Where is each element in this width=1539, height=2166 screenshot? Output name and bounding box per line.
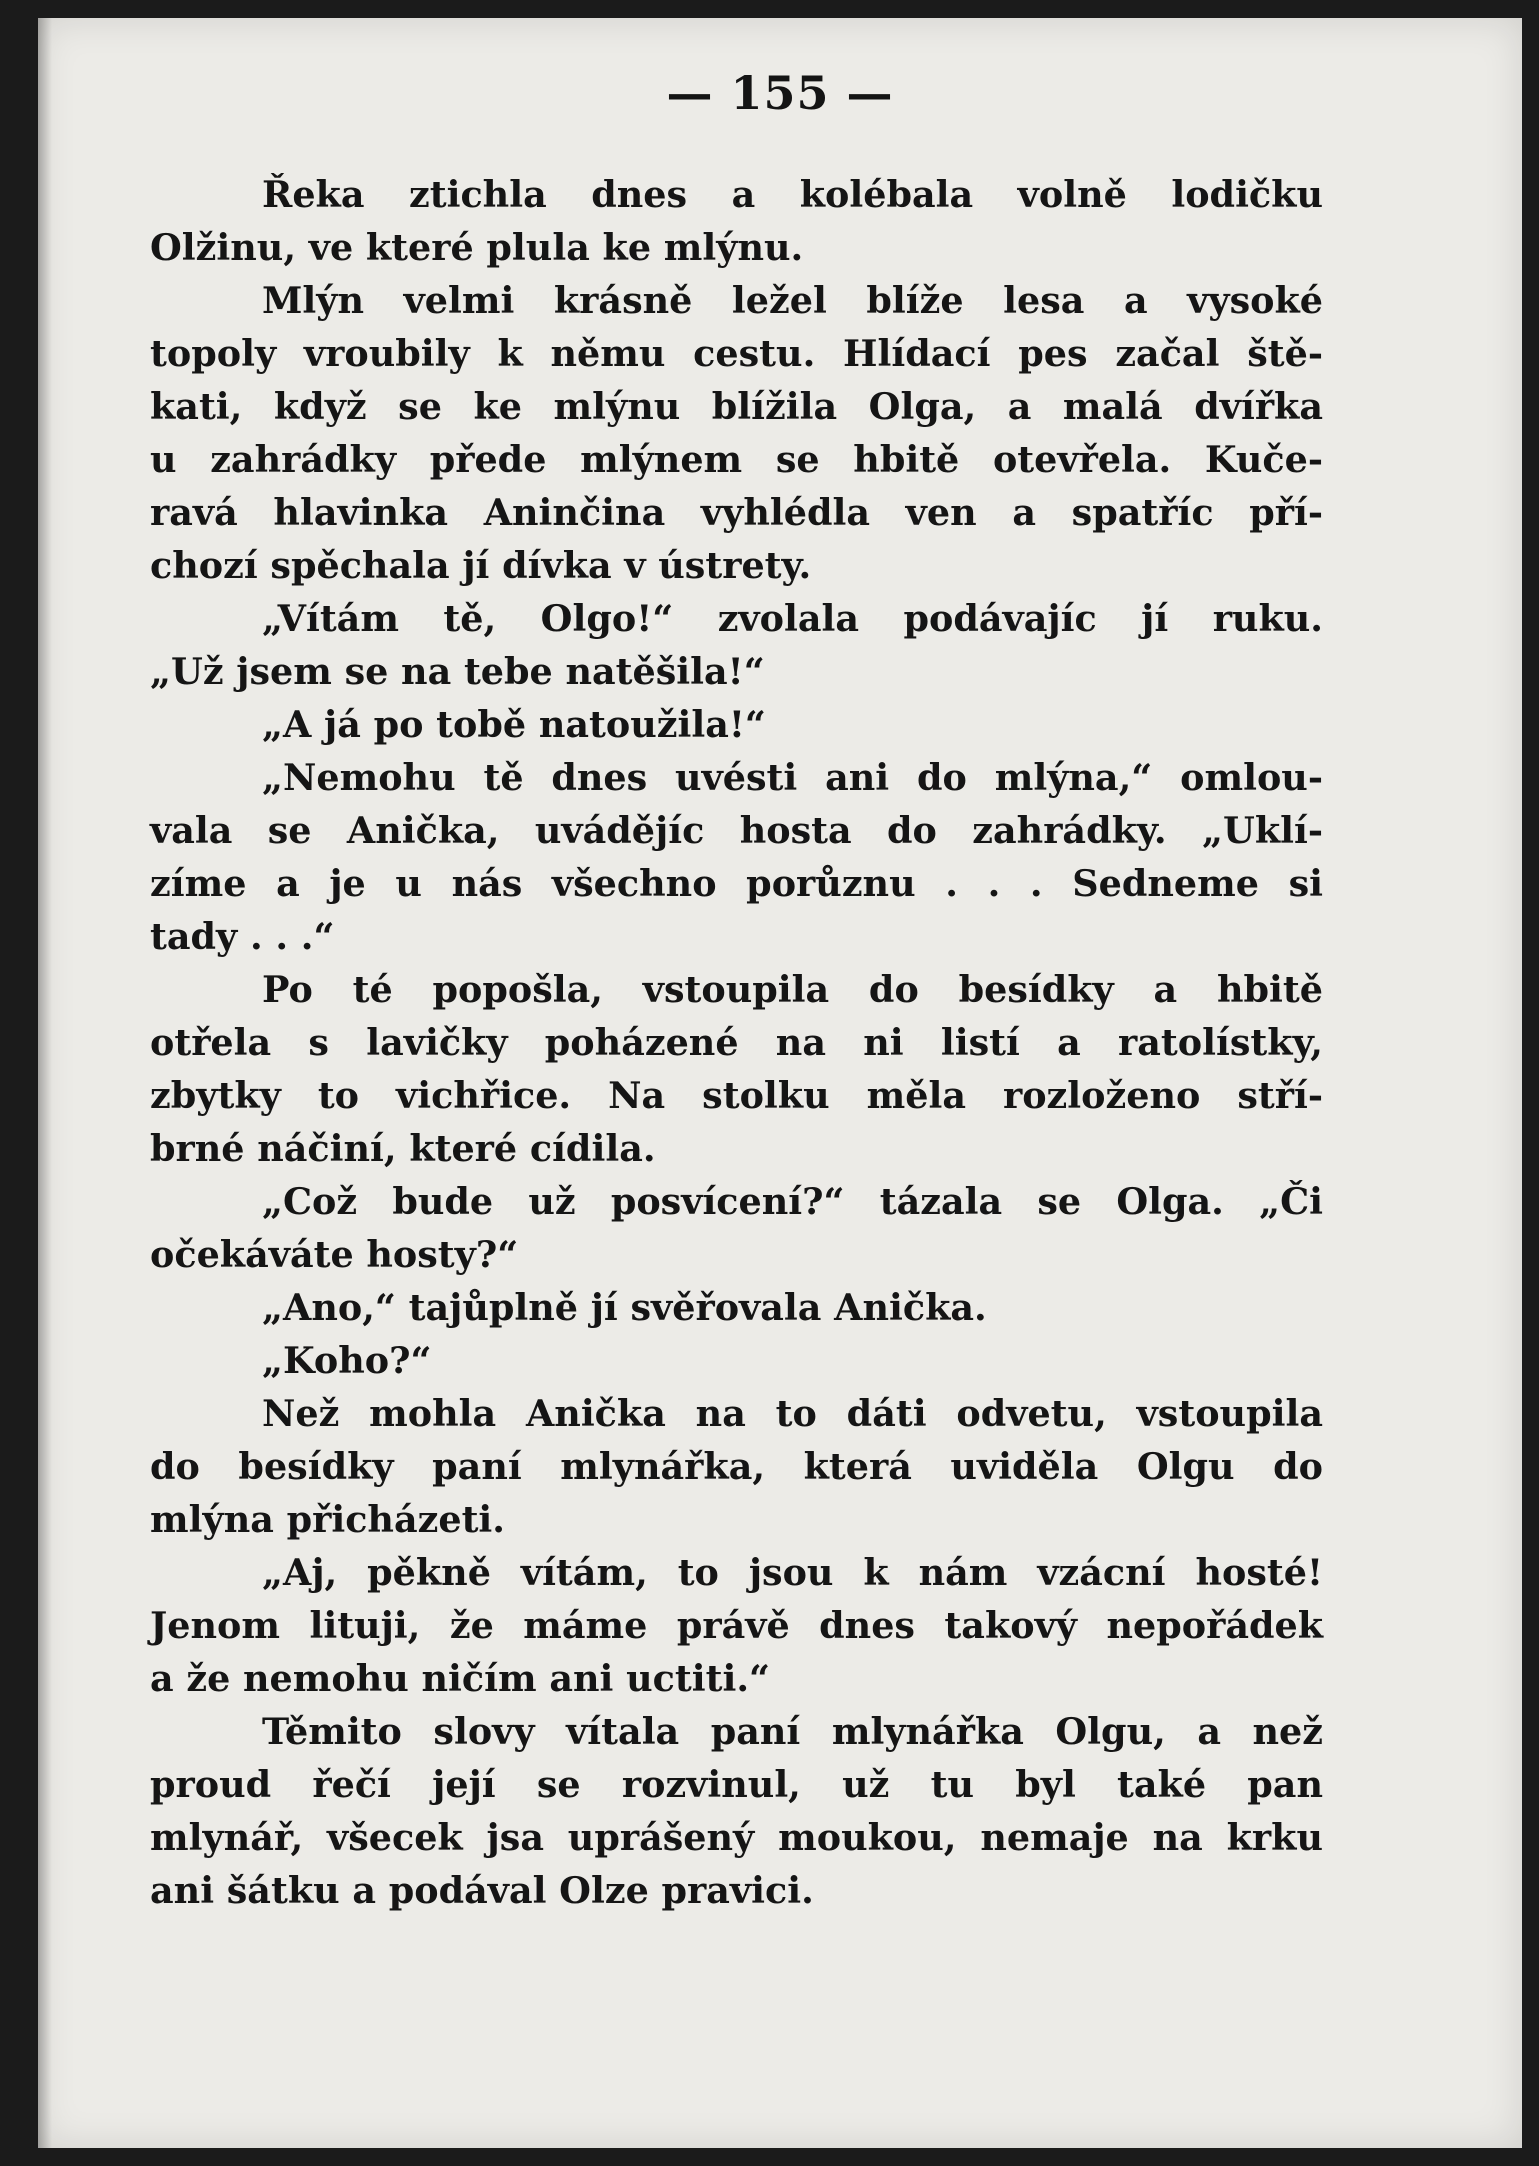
text-line: „Vítám tě, Olgo!“ zvolala podávajíc jí ruku. — [262, 597, 1323, 640]
text-line: do besídky paní mlynářka, která uviděla Olgu do — [150, 1445, 1323, 1488]
text-line: brné náčiní, které cídila. — [150, 1127, 656, 1170]
text-line: „A já po tobě natoužila!“ — [262, 703, 766, 746]
text-line: „Už jsem se na tebe natěšila!“ — [150, 650, 765, 693]
page-edge-shadow — [38, 18, 52, 2148]
text-line: Těmito slovy vítala paní mlynářka Olgu, a než — [262, 1710, 1323, 1753]
text-line: a že nemohu ničím ani uctiti.“ — [150, 1657, 771, 1700]
text-line: kati, když se ke mlýnu blížila Olga, a malá dvířka — [150, 385, 1323, 428]
text-line: otřela s lavičky poházené na ni listí a ratolístky, — [150, 1021, 1323, 1064]
text-line: topoly vroubily k němu cestu. Hlídací pes začal ště- — [150, 332, 1323, 375]
text-line: „Ano,“ tajůplně jí svěřovala Anička. — [262, 1286, 987, 1329]
text-line: Mlýn velmi krásně ležel blíže lesa a vysoké — [262, 279, 1323, 322]
text-line: mlynář, všecek jsa uprášený moukou, nemaje na krku — [150, 1816, 1323, 1859]
page-number: — 155 — — [666, 66, 894, 120]
text-line: Než mohla Anička na to dáti odvetu, vstoupila — [262, 1392, 1323, 1435]
text-line: Po té popošla, vstoupila do besídky a hbitě — [262, 968, 1323, 1011]
text-line: „Aj, pěkně vítám, to jsou k nám vzácní hosté! — [262, 1551, 1323, 1594]
text-line: zíme a je u nás všechno porůznu . . . Sedneme si — [150, 862, 1323, 905]
text-line: „Koho?“ — [262, 1339, 432, 1382]
text-line: ani šátku a podával Olze pravici. — [150, 1869, 814, 1912]
text-line: „Což bude už posvícení?“ tázala se Olga. „Či — [262, 1180, 1323, 1223]
text-line: Řeka ztichla dnes a kolébala volně lodičku — [262, 173, 1323, 216]
text-line: chozí spěchala jí dívka v ústrety. — [150, 544, 812, 587]
text-line: proud řečí její se rozvinul, už tu byl také pan — [150, 1763, 1323, 1806]
text-line: mlýna přicházeti. — [150, 1498, 506, 1541]
text-line: u zahrádky přede mlýnem se hbitě otevřela. Kuče- — [150, 438, 1323, 481]
text-line: Jenom lituji, že máme právě dnes takový nepořádek — [150, 1604, 1323, 1647]
text-line: vala se Anička, uvádějíc hosta do zahrádky. „Uklí- — [150, 809, 1323, 852]
text-line: očekáváte hosty?“ — [150, 1233, 519, 1276]
body-text — [150, 168, 1323, 1917]
text-line: Olžinu, ve které plula ke mlýnu. — [150, 226, 804, 269]
text-line: zbytky to vichřice. Na stolku měla rozloženo stří- — [150, 1074, 1323, 1117]
text-line: „Nemohu tě dnes uvésti ani do mlýna,“ omlou- — [262, 756, 1323, 799]
book-page — [38, 18, 1522, 2148]
text-line: tady . . .“ — [150, 915, 335, 958]
text-line: ravá hlavinka Aninčina vyhlédla ven a spatříc pří- — [150, 491, 1323, 534]
